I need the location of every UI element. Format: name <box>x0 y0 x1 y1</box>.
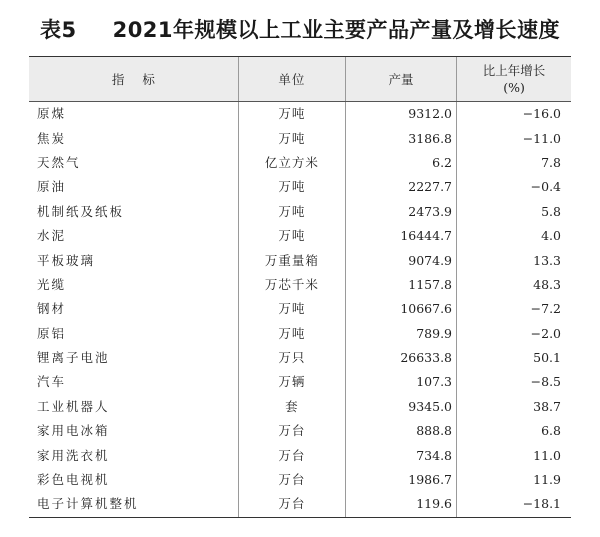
cell-indicator: 焦炭 <box>37 130 67 146</box>
table-row <box>29 419 571 443</box>
cell-output: 1986.7 <box>346 468 457 492</box>
table-row <box>29 224 571 248</box>
table-row <box>29 297 571 321</box>
header-indicator: 指标 <box>29 57 238 102</box>
header-unit: 单位 <box>238 57 345 102</box>
cell-growth: −18.1 <box>457 492 571 517</box>
cell-indicator: 工业机器人 <box>37 398 110 414</box>
cell-growth: −2.0 <box>457 322 571 346</box>
cell-unit: 万辆 <box>238 370 345 394</box>
cell-growth: −8.5 <box>457 370 571 394</box>
cell-indicator: 彩色电视机 <box>37 472 110 488</box>
cell-growth: 4.0 <box>457 224 571 248</box>
cell-growth: 50.1 <box>457 346 571 370</box>
table-row <box>29 370 571 394</box>
table-title <box>0 14 600 44</box>
cell-output: 10667.6 <box>346 297 457 321</box>
cell-output: 2473.9 <box>346 200 457 224</box>
cell-output: 3186.8 <box>346 126 457 150</box>
cell-growth: 11.9 <box>457 468 571 492</box>
cell-unit: 万吨 <box>238 297 345 321</box>
cell-unit: 万台 <box>238 468 345 492</box>
cell-indicator: 平板玻璃 <box>37 252 96 268</box>
cell-indicator: 汽车 <box>37 374 67 390</box>
cell-growth: 13.3 <box>457 248 571 272</box>
cell-output: 9345.0 <box>346 395 457 419</box>
cell-output: 789.9 <box>346 322 457 346</box>
cell-unit: 万吨 <box>238 126 345 150</box>
cell-unit: 万芯千米 <box>238 273 345 297</box>
cell-unit: 万台 <box>238 492 345 517</box>
cell-output: 107.3 <box>346 370 457 394</box>
cell-growth: 6.8 <box>457 419 571 443</box>
cell-indicator: 原铝 <box>37 325 67 341</box>
cell-unit: 万吨 <box>238 322 345 346</box>
cell-indicator: 锂离子电池 <box>37 350 110 366</box>
cell-output: 26633.8 <box>346 346 457 370</box>
table-row <box>29 102 571 127</box>
table-row <box>29 395 571 419</box>
cell-indicator: 原煤 <box>37 106 67 122</box>
cell-output: 6.2 <box>346 151 457 175</box>
cell-growth: 5.8 <box>457 200 571 224</box>
cell-unit: 万台 <box>238 419 345 443</box>
cell-indicator: 电子计算机整机 <box>29 492 238 517</box>
cell-output: 9312.0 <box>346 102 457 127</box>
table-number: 表5 <box>39 18 77 42</box>
cell-output: 16444.7 <box>346 224 457 248</box>
production-table <box>29 56 571 518</box>
table-row <box>29 273 571 297</box>
header-row <box>29 57 571 102</box>
cell-growth: 48.3 <box>457 273 571 297</box>
cell-growth: −16.0 <box>457 102 571 127</box>
cell-indicator: 家用电冰箱 <box>37 423 110 439</box>
cell-indicator: 天然气 <box>37 154 81 170</box>
cell-output: 2227.7 <box>346 175 457 199</box>
cell-growth: −11.0 <box>457 126 571 150</box>
cell-output: 734.8 <box>346 443 457 467</box>
header-growth-unit: (%) <box>503 80 525 95</box>
cell-growth: −7.2 <box>457 297 571 321</box>
cell-output: 1157.8 <box>346 273 457 297</box>
header-growth-label: 比上年增长 <box>482 63 546 78</box>
cell-unit: 万吨 <box>238 175 345 199</box>
table-row <box>29 126 571 150</box>
cell-output: 9074.9 <box>346 248 457 272</box>
cell-growth: 11.0 <box>457 443 571 467</box>
cell-indicator: 机制纸及纸板 <box>37 203 125 219</box>
cell-indicator: 光缆 <box>37 276 67 292</box>
cell-unit: 套 <box>238 395 345 419</box>
table-row <box>29 175 571 199</box>
table-row <box>29 346 571 370</box>
cell-unit: 万台 <box>238 443 345 467</box>
cell-unit: 万吨 <box>238 200 345 224</box>
table-row <box>29 492 571 517</box>
cell-unit: 万重量箱 <box>238 248 345 272</box>
header-output: 产量 <box>346 57 457 102</box>
header-growth <box>457 57 571 102</box>
table-row <box>29 322 571 346</box>
table-row <box>29 468 571 492</box>
cell-growth: 38.7 <box>457 395 571 419</box>
table-row <box>29 443 571 467</box>
table-caption: 2021年规模以上工业主要产品产量及增长速度 <box>112 18 561 42</box>
cell-indicator: 钢材 <box>37 301 67 317</box>
table-row <box>29 151 571 175</box>
cell-output: 888.8 <box>346 419 457 443</box>
cell-unit: 万吨 <box>238 102 345 127</box>
cell-indicator: 水泥 <box>37 228 67 244</box>
cell-indicator: 原油 <box>37 179 67 195</box>
cell-output: 119.6 <box>346 492 457 517</box>
cell-unit: 万只 <box>238 346 345 370</box>
cell-growth: 7.8 <box>457 151 571 175</box>
cell-growth: −0.4 <box>457 175 571 199</box>
table-row <box>29 248 571 272</box>
table-row <box>29 200 571 224</box>
cell-unit: 万吨 <box>238 224 345 248</box>
cell-indicator: 家用洗衣机 <box>37 447 110 463</box>
cell-unit: 亿立方米 <box>238 151 345 175</box>
